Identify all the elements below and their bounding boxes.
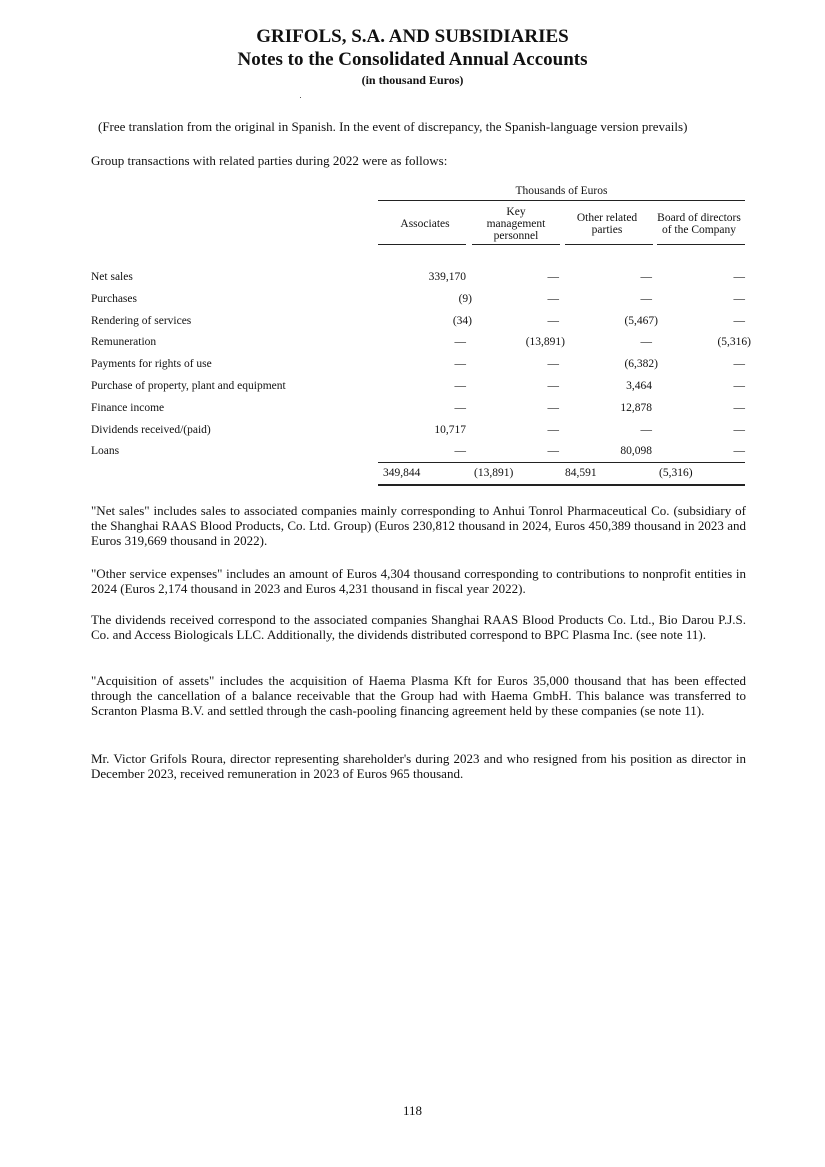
row-label: Payments for rights of use <box>91 358 212 370</box>
paragraph-other-service-expenses: "Other service expenses" includes an amount of Euros 4,304 thousand corresponding to contributions to nonprofit entities in 2024 (Euros 2,174 thousand in 2023 and Euros 4,231 thousand in fiscal year 2022). <box>91 566 746 596</box>
row-label: Rendering of services <box>91 315 192 327</box>
total-other-related: 84,591 <box>565 467 597 479</box>
row-label: Dividends received/(paid) <box>91 424 211 436</box>
col-header-other-related: Other related parties <box>576 212 638 236</box>
paragraph-dividends: The dividends received correspond to the associated companies Shanghai RAAS Blood Products Co. Ltd., Bio Darou P.J.S. Co. and Access Biologicals LLC. Additionally, the dividends distributed correspond to BPC Plasma Inc. (see note 11). <box>91 612 746 642</box>
col-header-associates: Associates <box>400 218 450 230</box>
translation-note: (Free translation from the original in Spanish. In the event of discrepancy, the Spanish-language version prevails) <box>98 119 688 134</box>
col-rule-associates <box>378 244 466 245</box>
cell-key-management: — <box>547 424 559 436</box>
cell-other-related: 3,464 <box>626 380 652 392</box>
cell-associates: 339,170 <box>428 271 466 283</box>
cell-associates: — <box>454 336 466 348</box>
cell-associates: 10,717 <box>434 424 466 436</box>
cell-key-management: — <box>547 315 559 327</box>
cell-board: (5,316) <box>717 336 751 348</box>
cell-key-management: — <box>547 402 559 414</box>
total-key-management: (13,891) <box>474 467 514 479</box>
cell-other-related: (6,382) <box>624 358 658 370</box>
col-rule-board <box>657 244 745 245</box>
cell-board: — <box>733 380 745 392</box>
header-rule-top <box>378 200 745 201</box>
cell-board: — <box>733 271 745 283</box>
cell-board: — <box>733 358 745 370</box>
totals-rule <box>378 462 745 463</box>
cell-associates: — <box>454 358 466 370</box>
cell-other-related: — <box>640 424 652 436</box>
cell-key-management: — <box>547 271 559 283</box>
cell-associates: — <box>454 402 466 414</box>
cell-key-management: — <box>547 293 559 305</box>
cell-other-related: 12,878 <box>620 402 652 414</box>
row-label: Purchases <box>91 293 137 305</box>
cell-board: — <box>733 315 745 327</box>
row-label: Finance income <box>91 402 165 414</box>
cell-associates: — <box>454 445 466 457</box>
cell-other-related: — <box>640 336 652 348</box>
table-group-header: Thousands of Euros <box>515 185 608 197</box>
col-rule-key-management <box>472 244 560 245</box>
cell-other-related: 80,098 <box>620 445 652 457</box>
cell-board: — <box>733 424 745 436</box>
col-rule-other-related <box>565 244 653 245</box>
col-header-board: Board of directors of the Company <box>657 212 741 236</box>
total-board: (5,316) <box>659 467 693 479</box>
cell-associates: (9) <box>458 293 472 305</box>
paragraph-director-remuneration: Mr. Victor Grifols Roura, director representing shareholder's during 2023 and who resigned from his position as director in December 2023, received remuneration in 2023 of Euros 965 thousand. <box>91 751 746 781</box>
cell-key-management: — <box>547 358 559 370</box>
row-label: Purchase of property, plant and equipment <box>91 380 286 392</box>
cell-associates: (34) <box>452 315 472 327</box>
row-label: Net sales <box>91 271 133 283</box>
col-header-key-management: Key management personnel <box>486 206 546 242</box>
cell-other-related: — <box>640 271 652 283</box>
paragraph-net-sales: "Net sales" includes sales to associated companies mainly corresponding to Anhui Tonrol Pharmaceutical Co. (subsidiary of the Shanghai RAAS Blood Products, Co. Ltd. Group) (Euros 230,812 thousand in 2024, Euros 450,389 thousand in 2023 and Euros 319,669 thousand in 2022). <box>91 503 746 548</box>
row-label: Remuneration <box>91 336 157 348</box>
cell-other-related: (5,467) <box>624 315 658 327</box>
cell-other-related: — <box>640 293 652 305</box>
paragraph-acquisition-of-assets: "Acquisition of assets" includes the acquisition of Haema Plasma Kft for Euros 35,000 thousand that has been effected through the cancellation of a balance receivable that the Group had with Haema GmbH. This balance was transferred to Scranton Plasma B.V. and settled through the cash-pooling financing agreement held by these companies (se note 11). <box>91 673 746 718</box>
intro-text: Group transactions with related parties during 2022 were as follows: <box>91 153 448 168</box>
cell-key-management: — <box>547 445 559 457</box>
cell-key-management: — <box>547 380 559 392</box>
document-title: Notes to the Consolidated Annual Accounts <box>237 49 588 70</box>
totals-double-rule <box>378 484 745 486</box>
page-number: 118 <box>402 1103 423 1118</box>
units-subtitle: (in thousand Euros) <box>361 73 464 87</box>
total-associates: 349,844 <box>383 467 421 479</box>
cell-associates: — <box>454 380 466 392</box>
cell-board: — <box>733 445 745 457</box>
cell-board: — <box>733 293 745 305</box>
cell-key-management: (13,891) <box>525 336 565 348</box>
cell-board: — <box>733 402 745 414</box>
stray-dot <box>300 97 301 98</box>
company-title: GRIFOLS, S.A. AND SUBSIDIARIES <box>256 26 569 47</box>
row-label: Loans <box>91 445 120 457</box>
